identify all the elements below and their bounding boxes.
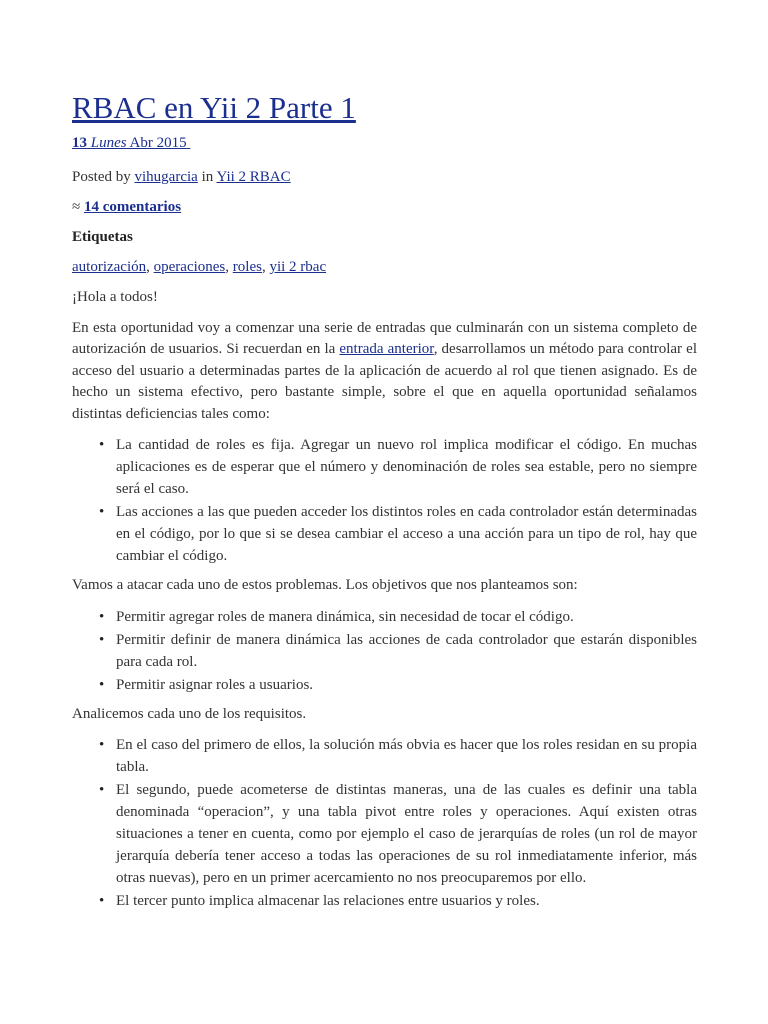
objectives-list (72, 606, 697, 696)
list-item: • El segundo, puede acometerse de distintas maneras, una de las cuales es definir una tabla denominada “operacion”, y una tabla pivot entre roles y operaciones. Aquí existen otras situaciones a tener en cuenta, como por ejemplo el caso de jerarquías de roles (un rol de mayor jerarquía debería tener acceso a todas las operaciones de su rol inmediatamente inferior, más otras nuevas), pero en un primer acercamiento no nos preocuparemos por ello. (116, 779, 697, 889)
analysis-list (72, 734, 697, 912)
list-item: • La cantidad de roles es fija. Agregar un nuevo rol implica modificar el código. En muchas aplicaciones es de esperar que el número y denominación de roles sea estable, pero no siempre será el caso. (116, 434, 697, 500)
post-meta (72, 168, 697, 186)
posted-by-label: Posted by (72, 169, 131, 185)
comments-link[interactable]: 14 comentarios (83, 199, 182, 215)
tag-link-operaciones[interactable]: operaciones (153, 259, 226, 275)
list-item: • Permitir asignar roles a usuarios. (116, 674, 697, 696)
category-link[interactable]: Yii 2 RBAC (216, 169, 291, 185)
objectives-intro: Vamos a atacar cada uno de estos problemas. Los objetivos que nos planteamos son: (72, 577, 578, 593)
list-item: • El tercer punto implica almacenar las relaciones entre usuarios y roles. (116, 890, 697, 912)
post-date (72, 134, 697, 152)
intro-text-1: En esta oportunidad voy a comenzar una serie de entradas que culminarán con un sistema completo de autorización de usuarios. Si recuerdan en la (72, 319, 697, 357)
tag-separator: , (225, 259, 233, 275)
tag-separator: , (146, 259, 154, 275)
tag-link-autorizacion[interactable]: autorización (72, 259, 147, 275)
list-item: • Las acciones a las que pueden acceder los distintos roles en cada controlador están determinadas en el código, por lo que si se desea cambiar el acceso a una acción para un tipo de rol, hay que cambiar el código. (116, 501, 697, 567)
comments-line (72, 198, 697, 216)
author-link[interactable]: vihugarcia (134, 169, 198, 185)
tag-separator: , (261, 259, 270, 275)
greeting-paragraph: ¡Hola a todos! (72, 289, 158, 305)
tag-link-roles[interactable]: roles (232, 259, 262, 275)
post-title-link[interactable]: RBAC en Yii 2 Parte 1 (72, 90, 356, 125)
list-item: • Permitir agregar roles de manera dinámica, sin necesidad de tocar el código. (116, 606, 697, 628)
post-title (72, 88, 697, 128)
intro-paragraph (72, 318, 697, 426)
in-label: in (201, 169, 214, 185)
date-day: 13 (72, 135, 87, 151)
post-date-link[interactable] (72, 135, 190, 151)
analysis-intro: Analicemos cada uno de los requisitos. (72, 705, 307, 722)
intro-text-2: , desarrollamos un método para controlar el acceso del usuario a determinadas partes de la aplicación de acuerdo al rol que tienen asignado. Es de hecho un sistema efectivo, pero bastante simple, sobre el que en aquella oportunidad señalamos distintas deficiencias tales como: (72, 341, 697, 422)
previous-entry-link[interactable]: entrada anterior (339, 341, 434, 357)
list-item: • En el caso del primero de ellos, la solución más obvia es hacer que los roles residan en su propia tabla. (116, 734, 697, 778)
tags-heading: Etiquetas (72, 229, 133, 245)
tags-list (72, 258, 697, 276)
list-item: • Permitir definir de manera dinámica las acciones de cada controlador que estarán disponibles para cada rol. (116, 629, 697, 673)
deficiencies-list (72, 434, 697, 567)
post-content (72, 287, 697, 912)
date-weekday: Lunes (90, 135, 127, 151)
date-month-year: Abr 2015 (129, 135, 187, 151)
comments-icon: ≈ (72, 199, 81, 215)
tag-link-yii-2-rbac[interactable]: yii 2 rbac (269, 259, 327, 275)
